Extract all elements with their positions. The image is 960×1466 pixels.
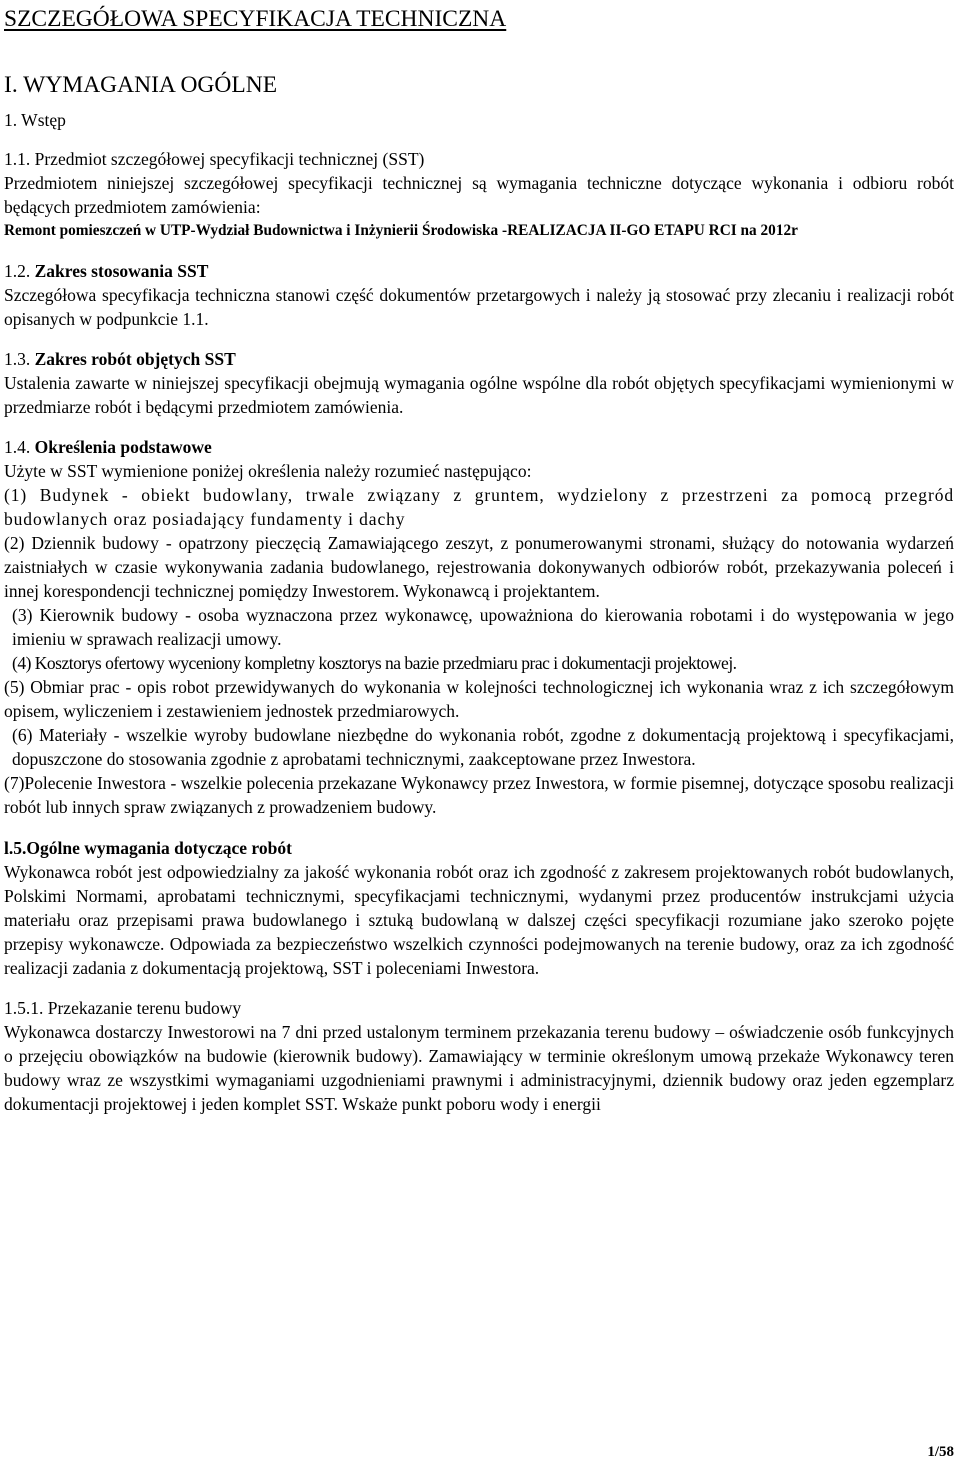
section-1-2-title: Zakres stosowania SST (30, 261, 209, 281)
section-1-3-title: Zakres robót objętych SST (30, 349, 236, 369)
section-1-5-1-text: Wykonawca dostarczy Inwestorowi na 7 dni przed ustalonym terminem przekazania terenu budowy – oświadczenie osób funkcyjnych o przejęciu obowiązków na budowie (kierownik budowy). Zamawiający w terminie określonym umową przekaże Wykonawcy teren budowy wraz ze wszystkimi wymaganiami uzgodnieniami prawnymi i administracyjnymi, dziennik budowy oraz jeden egzemplarz dokumentacji projektowej i jeden komplet SST. Wskaże punkt poboru wody i energii (4, 1022, 954, 1114)
section-1-2-heading (4, 259, 954, 283)
section-1-3-text: Ustalenia zawarte w niniejszej specyfikacji obejmują wymagania ogólne wspólne dla robót objętych specyfikacjami wymienionymi w przedmiarze robót i będącymi przedmiotem zamówienia. (4, 373, 954, 417)
definition-item: (6) Materiały - wszelkie wyroby budowlane niezbędne do wykonania robót, zgodne z dokumentacją projektową i specyfikacjami, dopuszczone do stosowania zgodnie z aprobatami technicznymi, zaakceptowane przez Inwestora. (12, 725, 954, 769)
section-1-1-heading (4, 147, 954, 171)
section-1-4-heading (4, 435, 954, 459)
section-1-2-text: Szczegółowa specyfikacja techniczna stanowi część dokumentów przetargowych i należy ją stosować przy zlecaniu i realizacji robót opisanych w podpunkcie 1.1. (4, 285, 954, 329)
intro-heading: 1. Wstęp (4, 110, 66, 130)
definition-item: (3) Kierownik budowy - osoba wyznaczona przez wykonawcę, upoważniona do kierowania robotami i do występowania w jego imieniu w sprawach realizacji umowy. (12, 605, 954, 649)
definition-item: (5) Obmiar prac - opis robot przewidywanych do wykonania w kolejności technologicznej ich wykonania wraz z ich szczegółowym opisem, wyliczeniem i zestawieniem jednostek przedmiarowych. (4, 677, 954, 721)
section-1-3-number: 1.3. (4, 349, 31, 369)
section-1-4-title: Określenia podstawowe (30, 437, 212, 457)
section-1-4 (4, 435, 954, 819)
section-1-5-title: Ogólne wymagania dotyczące robót (26, 838, 292, 858)
section-1-3 (4, 347, 954, 419)
section-1-3-heading (4, 347, 954, 371)
section-1-5-1 (4, 996, 954, 1116)
section-1-5-heading (4, 836, 954, 860)
section-1-2-number: 1.2. (4, 261, 31, 281)
section-1-5-1-heading: 1.5.1. Przekazanie terenu budowy (4, 998, 242, 1018)
section-1-1-title: Przedmiot szczegółowej specyfikacji technicznej (SST) (30, 149, 425, 169)
section-1-4-number: 1.4. (4, 437, 31, 457)
definition-item: (1) Budynek - obiekt budowlany, trwale związany z gruntem, wydzielony z przestrzeni za pomocą przegród budowlanych oraz posiadający fundamenty i dachy (4, 485, 954, 529)
section-1-2 (4, 259, 954, 331)
section-title: I. WYMAGANIA OGÓLNE (4, 72, 278, 98)
document-page (4, 0, 954, 1116)
section-1-1 (4, 147, 954, 243)
document-title: SZCZEGÓŁOWA SPECYFIKACJA TECHNICZNA (4, 6, 507, 32)
section-1-5-text: Wykonawca robót jest odpowiedzialny za jakość wykonania robót oraz ich zgodność z zakresem projektowanych robót budowlanych, Polskimi Normami, aprobatami technicznymi, specyfikacjami technicznymi, wydanymi przez producentów instrukcjami użycia materiału oraz przepisami prawa budowlanego i sztuką budowlaną w dalszej części specyfikacji rozumiane jako szeroko pojęte przepisy wykonawcze. Odpowiada za bezpieczeństwo wszelkich czynności podejmowanych na terenie budowy, oraz za ich zgodność realizacji zadania z dokumentacją projektową, SST i poleceniami Inwestora. (4, 862, 954, 978)
definition-item: (4) Kosztorys ofertowy wyceniony kompletny kosztorys na bazie przedmiaru prac i dokumentacji projektowej. (12, 653, 737, 673)
section-1-1-text: Przedmiotem niniejszej szczegółowej specyfikacji technicznej są wymagania techniczne dotyczące wykonania i odbioru robót będących przedmiotem zamówienia: (4, 173, 954, 217)
section-1-1-number: 1.1. (4, 149, 31, 169)
section-1-4-intro: Użyte w SST wymienione poniżej określenia należy rozumieć następująco: (4, 461, 532, 481)
definition-item: (2) Dziennik budowy - opatrzony pieczęcią Zamawiającego zeszyt, z ponumerowanymi stronami, służący do notowania wydarzeń zaistniałych w czasie wykonywania zadania budowlanego, rejestrowania dokonywanych odbiorów robót, przekazywania poleceń i innej korespondencji technicznej pomiędzy Inwestorem. Wykonawcą i projektantem. (4, 533, 954, 601)
project-name: Remont pomieszczeń w UTP-Wydział Budownictwa i Inżynierii Środowiska -REALIZACJA II-GO ETAPU RCI na 2012r (4, 222, 798, 239)
section-1-5-number: l.5. (4, 838, 27, 858)
page-number: 1/58 (927, 1444, 954, 1460)
section-1-5 (4, 836, 954, 980)
definition-item: (7)Polecenie Inwestora - wszelkie polecenia przekazane Wykonawcy przez Inwestora, w formie pisemnej, dotyczące sposobu realizacji robót lub innych spraw związanych z prowadzeniem budowy. (4, 773, 954, 817)
